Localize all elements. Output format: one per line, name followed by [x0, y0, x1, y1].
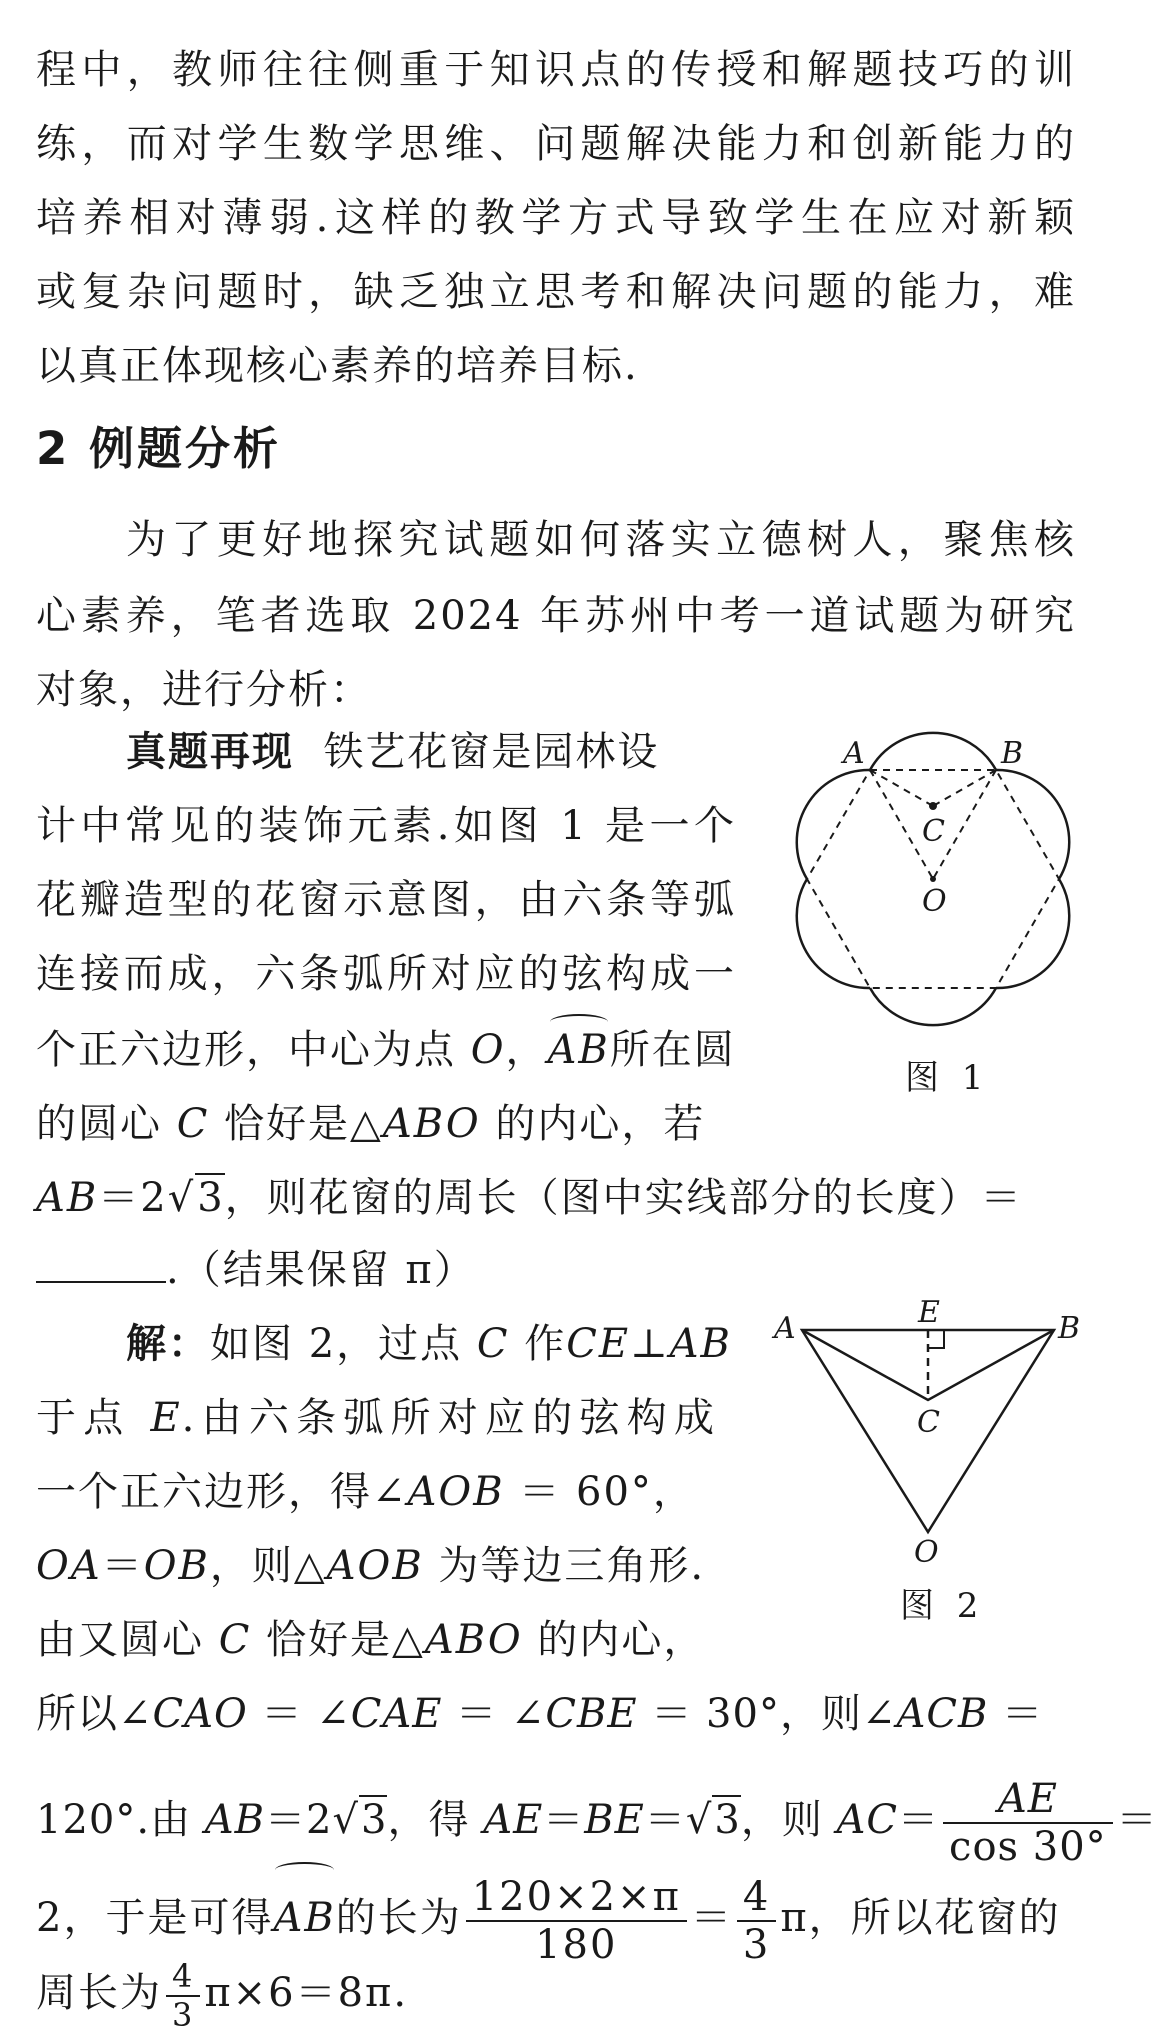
solution-line-2 — [36, 1388, 716, 1448]
problem-label: 真题再现 — [126, 729, 294, 775]
text-run: ＝ — [644, 1797, 686, 1843]
intro-line-1: 程中，教师往往侧重于知识点的传授和解题技巧的训 — [36, 47, 1076, 93]
fraction-denominator: 3 — [742, 1922, 771, 1968]
angle-cae: CAE — [350, 1691, 443, 1737]
problem-line-4: 连接而成，六条弧所对应的弦构成一 — [36, 951, 736, 997]
angle-cao: CAO — [152, 1691, 248, 1737]
text-run: ，则 — [740, 1797, 837, 1843]
text-run: 作 — [509, 1321, 567, 1367]
fraction-denominator: cos 30° — [949, 1824, 1107, 1870]
point-c: C — [476, 1321, 510, 1367]
label-a: A — [774, 1311, 796, 1346]
fraction-four-thirds — [166, 1958, 200, 2034]
point-c: C — [176, 1101, 210, 1147]
problem-line-2: 计中常见的装饰元素.如图 1 是一个 — [36, 803, 736, 849]
sqrt-radicand: 3 — [361, 1797, 388, 1843]
angle-cbe: CBE — [545, 1691, 638, 1737]
sqrt-radicand: 3 — [197, 1175, 225, 1221]
solution-line-4 — [36, 1536, 716, 1596]
problem-line-7: AB＝2√3，则花窗的周长（图中实线部分的长度）＝ — [36, 1175, 1023, 1221]
para2-line-3: 对象，进行分析： — [36, 667, 372, 713]
text-run: 为等边三角形. — [423, 1543, 706, 1589]
text-run: 120°.由 — [36, 1797, 205, 1843]
figure-2-caption: 图 2 — [900, 1586, 985, 1626]
segment-ac-dashed — [870, 770, 933, 806]
text-run: 恰好是△ — [209, 1101, 383, 1147]
segment-ce: CE — [566, 1321, 631, 1367]
text-run: ＝ ∠ — [442, 1691, 546, 1737]
text-run: 所在圆 — [609, 1027, 736, 1073]
intro-line-3: 培养相对薄弱.这样的教学方式导致学生在应对新颖 — [36, 195, 1076, 241]
right-angle-mark — [928, 1330, 944, 1348]
fraction-denominator: 3 — [172, 1995, 195, 2034]
solution-line-3 — [36, 1462, 716, 1522]
sqrt-radicand: 3 — [714, 1797, 741, 1843]
label-e: E — [918, 1295, 940, 1330]
text-run: .（结果保留 π） — [166, 1247, 476, 1293]
text-run: 的圆心 — [36, 1101, 177, 1147]
text-run: 所以∠ — [36, 1691, 153, 1737]
text-run: 2，于是可得 — [36, 1895, 274, 1941]
petal-arc-bottom-left — [797, 879, 870, 988]
segment-be: BE — [584, 1797, 645, 1843]
fraction-numerator: 4 — [737, 1874, 776, 1922]
text-run: 个正六边形，中心为点 — [36, 1027, 471, 1073]
problem-line-6 — [36, 1094, 736, 1154]
segment-bc-dashed — [933, 770, 996, 806]
angle-acb: ACB — [896, 1691, 989, 1737]
fraction-ae-cos30 — [943, 1776, 1113, 1870]
text-run: ＝2 — [98, 1175, 168, 1221]
fraction-numerator: AE — [943, 1776, 1113, 1824]
fraction-denominator: 180 — [535, 1922, 618, 1968]
solution-label: 解： — [126, 1321, 210, 1367]
text-run: ＝ 60°， — [504, 1469, 695, 1515]
point-o: O — [470, 1027, 506, 1073]
label-a: A — [843, 736, 865, 771]
text-run: 由又圆心 — [36, 1617, 219, 1663]
segment-ab: AB — [204, 1797, 266, 1843]
label-b: B — [1058, 1311, 1081, 1346]
text-run: ，得 — [387, 1797, 484, 1843]
solution-line-7: 120°.由 AB＝2√3，得 AE＝BE＝√3，则 AC＝ $\frac{AE}{\cos 30^\circ}$ ＝ — [36, 1776, 1158, 1870]
point-c: C — [218, 1617, 252, 1663]
arc-ab: AB — [273, 1868, 335, 1968]
triangle-abo: ABO — [382, 1101, 481, 1147]
petal-arc-bottom-right — [996, 879, 1069, 988]
text-run: ＝2 — [265, 1797, 333, 1843]
triangle-aob: AOB — [326, 1543, 424, 1589]
text-run: ＝ — [690, 1895, 733, 1941]
text-run: π×6＝8π. — [204, 1969, 409, 2016]
text-run: 于点 — [36, 1395, 151, 1441]
solution-line-9 — [36, 1957, 1076, 2034]
fraction-numerator: 4 — [166, 1958, 200, 1997]
segment-ob: OB — [143, 1543, 210, 1589]
text-run: ＝ — [1116, 1797, 1158, 1843]
intro-line-4: 或复杂问题时，缺乏独立思考和解决问题的能力，难 — [36, 269, 1076, 315]
solution-line-8 — [36, 1868, 1076, 1968]
figure-1-flower-window — [775, 715, 1095, 1045]
solution-line-6 — [36, 1684, 1076, 1744]
arc-ab: AB — [548, 1020, 610, 1080]
para2-line-1: 为了更好地探究试题如何落实立德树人，聚焦核 — [126, 517, 1076, 563]
label-o: O — [914, 1535, 939, 1570]
triangle-abo: ABO — [424, 1617, 523, 1663]
text-run: ， — [505, 1027, 548, 1073]
segment-ac: AC — [836, 1797, 899, 1843]
problem-line-1 — [126, 722, 746, 782]
problem-text: 铁艺花窗是园林设 — [323, 729, 660, 775]
segment-ae: AE — [483, 1797, 544, 1843]
intro-line-2: 练，而对学生数学思维、问题解决能力和创新能力的 — [36, 121, 1076, 167]
petal-arc-top-left — [797, 770, 870, 879]
text-run: ＝ — [988, 1691, 1044, 1737]
problem-line-3: 花瓣造型的花窗示意图，由六条等弧 — [36, 877, 736, 923]
segment-ab: AB — [36, 1175, 99, 1221]
text-run: 一个正六边形，得∠ — [36, 1469, 408, 1515]
solution-line-5 — [36, 1610, 716, 1670]
segment-ab: AB — [669, 1321, 732, 1367]
text-run: 周长为 — [36, 1969, 162, 2016]
answer-blank — [36, 1251, 166, 1283]
text-run: 的内心，若 — [480, 1101, 706, 1147]
segment-oa: OA — [36, 1543, 102, 1589]
label-b: B — [1001, 736, 1024, 771]
label-o: O — [922, 884, 947, 919]
text-run: ＝ — [101, 1543, 144, 1589]
figure-1-caption: 图 1 — [905, 1058, 990, 1098]
label-c: C — [917, 1405, 940, 1440]
perp-symbol: ⊥ — [630, 1321, 670, 1367]
figure-2-triangle — [760, 1290, 1090, 1580]
section-heading: 2 例题分析 — [36, 422, 281, 475]
text-run: ＝ — [898, 1797, 940, 1843]
para2-line-2: 心素养，笔者选取 2024 年苏州中考一道试题为研究 — [36, 593, 1076, 639]
point-o-dot — [930, 876, 936, 882]
fraction-arc-length — [466, 1874, 687, 1968]
petal-arc-bottom — [870, 988, 996, 1025]
text-run: ，则花窗的周长（图中实线部分的长度）＝ — [224, 1175, 1023, 1221]
point-c-dot — [929, 802, 937, 810]
text-run: ，则△ — [209, 1543, 327, 1589]
petal-arc-top-right — [996, 770, 1069, 879]
point-e: E — [150, 1395, 182, 1441]
text-run: ＝ 30°，则∠ — [637, 1691, 897, 1737]
text-run: 恰好是△ — [251, 1617, 425, 1663]
text-run: 的内心， — [522, 1617, 706, 1663]
angle-aob: AOB — [407, 1469, 505, 1515]
text-run: 如图 2，过点 — [210, 1321, 477, 1367]
text-run: ＝ — [543, 1797, 585, 1843]
text-run: π，所以花窗的 — [780, 1895, 1061, 1941]
petal-arc-top — [870, 733, 996, 770]
text-run: 的长为 — [335, 1895, 462, 1941]
text-run: .由六条弧所对应的弦构成 — [181, 1395, 716, 1441]
problem-line-5 — [36, 1020, 736, 1080]
fraction-numerator: 120×2×π — [466, 1874, 687, 1922]
label-c: C — [922, 814, 945, 849]
solution-line-1 — [126, 1314, 732, 1374]
intro-line-5: 以真正体现核心素养的培养目标. — [36, 343, 639, 389]
text-run: ＝ ∠ — [247, 1691, 351, 1737]
fraction-four-thirds — [737, 1874, 776, 1968]
